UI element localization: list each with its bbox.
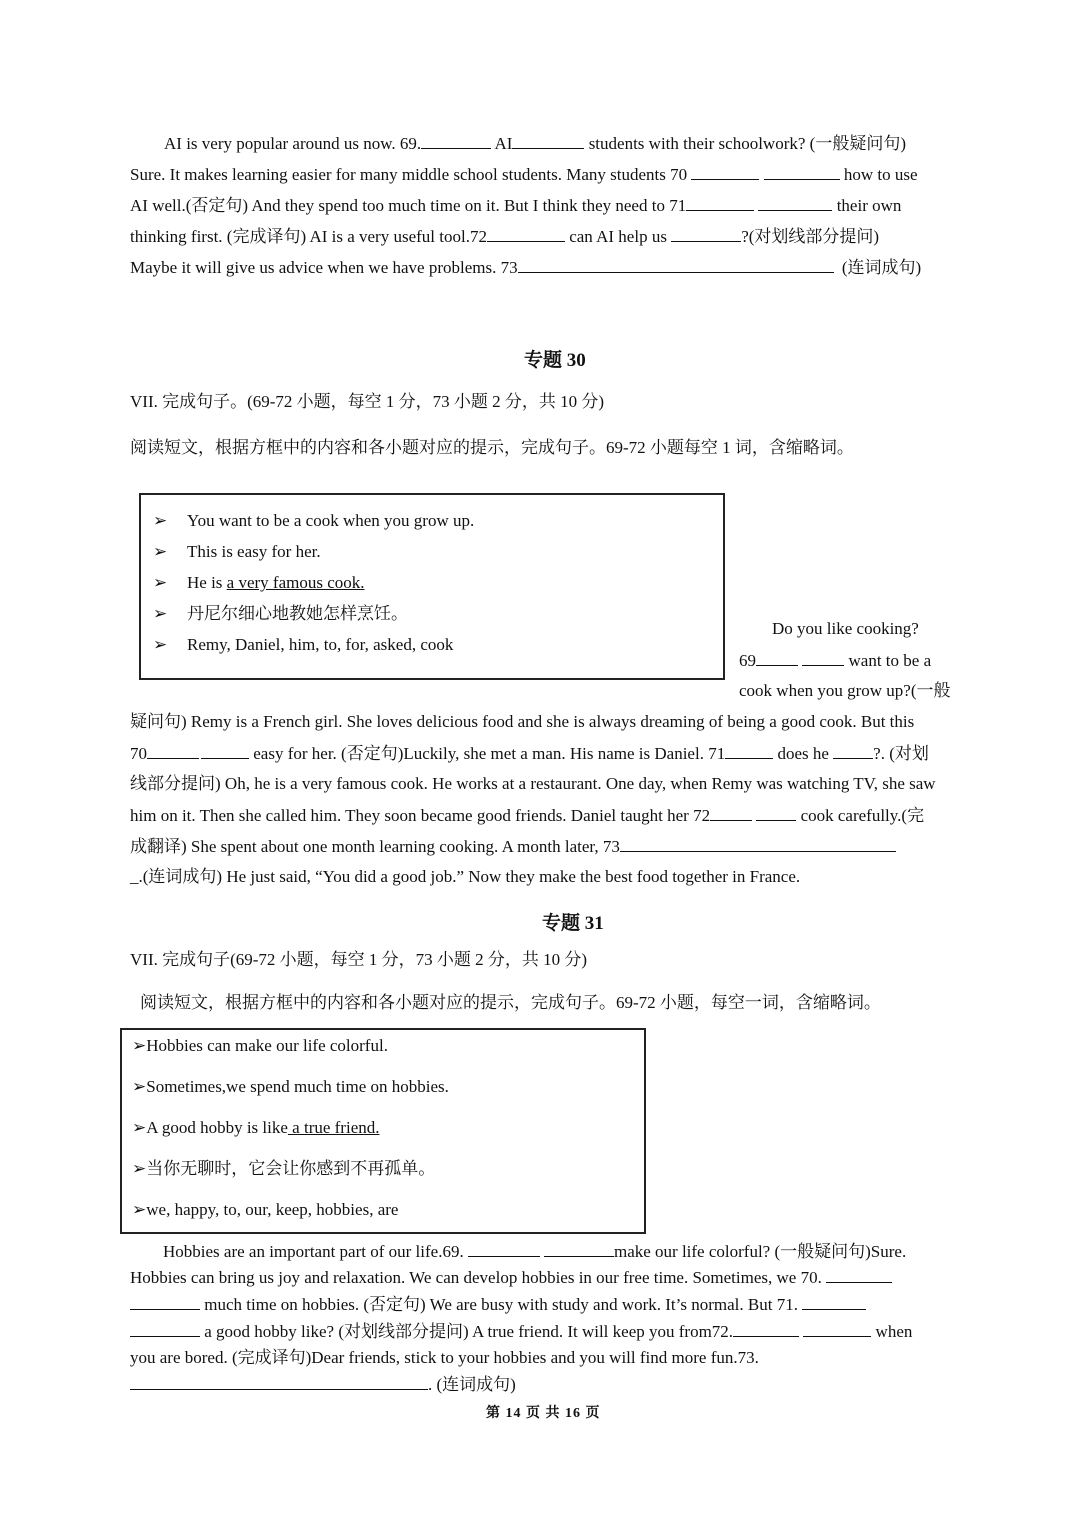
answer-blank-69a[interactable] <box>756 650 798 666</box>
section30-hint-box <box>139 493 725 680</box>
answer-blank-70b[interactable] <box>201 743 249 759</box>
page-footer: 第 14 页 共 16 页 <box>486 1406 601 1421</box>
section30-title: 专题 30 <box>524 350 586 371</box>
hint-item: ➢A good hobby is like a true friend. <box>132 1118 380 1137</box>
s31-line-1: Hobbies are an important part of our life.69. make our life colorful? (一般疑问句)Sure. <box>163 1242 907 1261</box>
answer-blank-72b[interactable] <box>671 226 741 242</box>
answer-blank-71b[interactable] <box>833 743 873 759</box>
s30-line-2: 70 easy for her. (否定句)Luckily, she met a man. His name is Daniel. 71 does he ?. (对划 <box>130 744 929 763</box>
answer-blank-72a[interactable] <box>487 226 565 242</box>
hint-item: ➢ This is easy for her. <box>153 542 321 561</box>
s29-line-2: Sure. It makes learning easier for many middle school students. Many students 70 how to use <box>130 165 918 184</box>
answer-blank-72a[interactable] <box>710 805 752 821</box>
section31-hint-box <box>120 1028 646 1234</box>
answer-blank-72b[interactable] <box>803 1321 871 1337</box>
s29-line-3: AI well.(否定句) And they spend too much time on it. But I think they need to 71 their own <box>130 196 902 215</box>
answer-blank-69a[interactable] <box>468 1241 540 1257</box>
answer-blank-70a[interactable] <box>826 1267 892 1283</box>
arrow-bullet-icon: ➢ <box>132 1036 147 1055</box>
s31-line-6: . (连词成句) <box>130 1374 516 1395</box>
arrow-bullet-icon: ➢ <box>132 1200 147 1219</box>
hint-item: ➢ He is a very famous cook. <box>153 573 365 592</box>
s30-line-1: 疑问句) Remy is a French girl. She loves delicious food and she is always dreaming of being a good cook. But this <box>130 712 915 731</box>
s31-line-2: Hobbies can bring us joy and relaxation. We can develop hobbies in our free time. Sometimes, we 70. <box>130 1267 892 1288</box>
s30-side-3: cook when you grow up?(一般 <box>739 681 951 700</box>
answer-blank-69b[interactable] <box>544 1241 614 1257</box>
arrow-bullet-icon: ➢ <box>153 511 168 530</box>
hint-item: ➢Sometimes,we spend much time on hobbies. <box>132 1077 449 1096</box>
answer-blank-72a[interactable] <box>733 1321 799 1337</box>
arrow-bullet-icon: ➢ <box>153 604 168 623</box>
answer-blank-73[interactable] <box>620 836 896 852</box>
answer-blank-71a[interactable] <box>802 1294 866 1310</box>
answer-blank-70a[interactable] <box>691 164 759 180</box>
arrow-bullet-icon: ➢ <box>132 1118 147 1137</box>
s30-line-6: _.(连词成句) He just said, “You did a good job.” Now they make the best food together in France. <box>130 867 801 886</box>
hint-item: ➢Hobbies can make our life colorful. <box>132 1036 388 1055</box>
s30-side-2: 69 want to be a <box>739 651 932 670</box>
hint-item: ➢ You want to be a cook when you grow up. <box>153 511 475 530</box>
arrow-bullet-icon: ➢ <box>153 573 168 592</box>
hint-item: ➢ 丹尼尔细心地教她怎样烹饪。 <box>153 604 408 623</box>
answer-blank-71a[interactable] <box>686 195 754 211</box>
answer-blank-69b[interactable] <box>512 133 584 149</box>
arrow-bullet-icon: ➢ <box>153 635 168 654</box>
s29-line-1: AI is very popular around us now. 69. AI students with their schoolwork? (一般疑问句) <box>164 134 906 153</box>
answer-blank-73[interactable] <box>130 1374 428 1390</box>
s31-line-4: a good hobby like? (对划线部分提问) A true friend. It will keep you from72. when <box>130 1321 912 1342</box>
section31-heading: VII. 完成句子(69-72 小题，每空 1 分，73 小题 2 分，共 10 分) <box>130 950 588 969</box>
section30-instruction: 阅读短文，根据方框中的内容和各小题对应的提示，完成句子。69-72 小题每空 1 词，含缩略词。 <box>130 438 854 457</box>
s30-line-4: him on it. Then she called him. They soon became good friends. Daniel taught her 72 cook carefully.(完 <box>130 806 925 825</box>
answer-blank-73[interactable] <box>518 257 834 273</box>
answer-blank-69a[interactable] <box>421 133 491 149</box>
s30-line-5: 成翻译) She spent about one month learning cooking. A month later, 73 <box>130 836 896 857</box>
answer-blank-69b[interactable] <box>802 650 844 666</box>
s29-line-5: Maybe it will give us advice when we have problems. 73 (连词成句) <box>130 258 922 277</box>
answer-blank-72b[interactable] <box>756 805 796 821</box>
arrow-bullet-icon: ➢ <box>132 1077 147 1096</box>
arrow-bullet-icon: ➢ <box>153 542 168 561</box>
section31-instruction: 阅读短文，根据方框中的内容和各小题对应的提示，完成句子。69-72 小题，每空一词，含缩略词。 <box>140 993 881 1012</box>
s30-side-1: Do you like cooking? <box>772 619 919 638</box>
section31-title: 专题 31 <box>542 913 604 934</box>
answer-blank-71a[interactable] <box>725 743 773 759</box>
s29-line-4: thinking first. (完成译句) AI is a very useful tool.72 can AI help us ?(对划线部分提问) <box>130 227 880 246</box>
s30-line-3: 线部分提问) Oh, he is a very famous cook. He works at a restaurant. One day, when Remy was watching TV, she saw <box>130 774 936 793</box>
hint-item: ➢当你无聊时，它会让你感到不再孤单。 <box>132 1159 436 1178</box>
answer-blank-71b[interactable] <box>758 195 832 211</box>
hint-item: ➢we, happy, to, our, keep, hobbies, are <box>132 1200 399 1219</box>
answer-blank-71b[interactable] <box>130 1321 200 1337</box>
section30-heading: VII. 完成句子。(69-72 小题，每空 1 分，73 小题 2 分，共 10 分) <box>130 392 605 411</box>
answer-blank-70b[interactable] <box>130 1294 200 1310</box>
hint-item: ➢ Remy, Daniel, him, to, for, asked, cook <box>153 635 454 654</box>
s31-line-3: much time on hobbies. (否定句) We are busy with study and work. It’s normal. But 71. <box>130 1294 866 1315</box>
arrow-bullet-icon: ➢ <box>132 1159 147 1178</box>
answer-blank-70b[interactable] <box>764 164 840 180</box>
answer-blank-70a[interactable] <box>147 743 199 759</box>
s31-line-5: you are bored. (完成译句)Dear friends, stick to your hobbies and you will find more fun.73. <box>130 1348 759 1367</box>
